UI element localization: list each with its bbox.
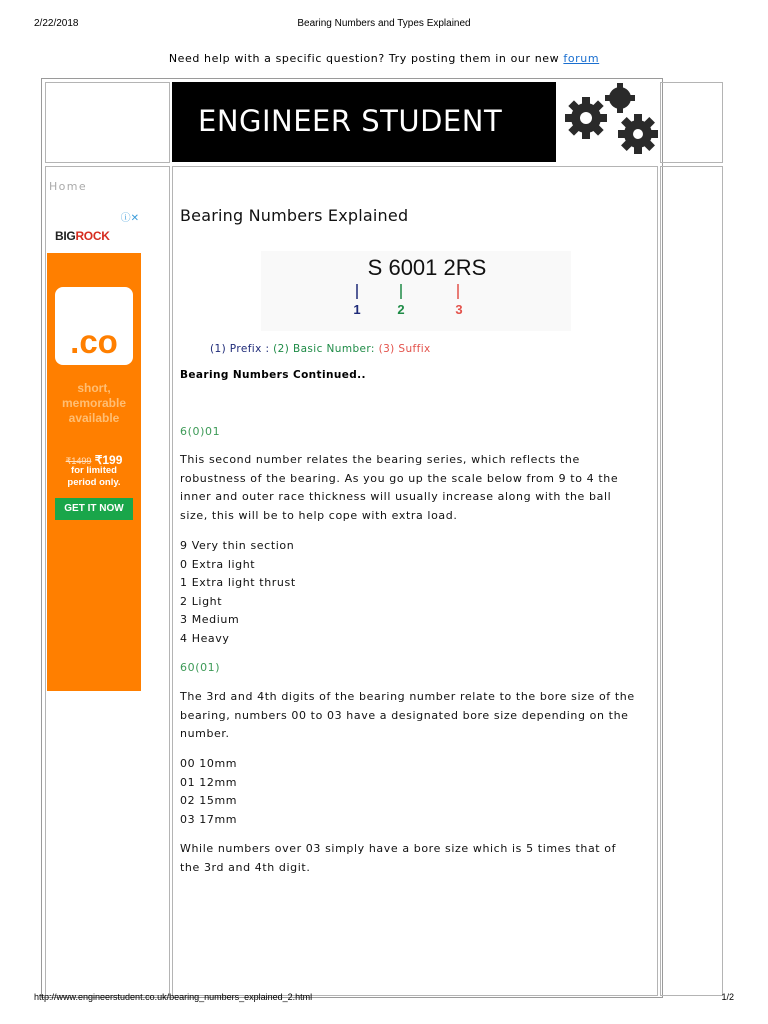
print-url: http://www.engineerstudent.co.uk/bearing_numbers_explained_2.html (34, 992, 313, 1002)
list-item: 0 Extra light (180, 557, 256, 571)
header-left-cell (45, 82, 170, 163)
list-item: 03 17mm (180, 812, 238, 826)
list-item: 00 10mm (180, 757, 238, 770)
section2-code: 60(01) (180, 661, 221, 674)
site-banner[interactable] (172, 82, 556, 162)
diagram-legend (210, 343, 431, 355)
section2-paragraph: The 3rd and 4th digits of the bearing number relate to the bore size of the bearing, numbers 00 to 03 have a designated bore size depending on the number. (180, 690, 635, 741)
closing-paragraph: While numbers over 03 simply have a bore size which is 5 times that of the 3rd and 4th digit. (180, 842, 617, 874)
ad-new-price: ₹199 (94, 453, 123, 467)
ad-brand-logo: BIGROCK (55, 229, 110, 243)
list-item: 02 15mm (180, 794, 238, 808)
ad-banner[interactable] (47, 207, 141, 691)
list-item: 2 Light (180, 594, 223, 608)
article (180, 206, 650, 874)
list-item: 01 12mm (180, 775, 238, 789)
continued-heading: Bearing Numbers Continued.. (180, 369, 366, 381)
section1-code: 6(0)01 (180, 425, 221, 438)
gears-icon (560, 82, 660, 162)
forum-notice (0, 52, 768, 65)
print-page-number: 1/2 (721, 992, 734, 1002)
right-column (660, 166, 723, 996)
ad-tagline-2: memorable (61, 396, 127, 410)
list-item: 9 Very thin section (180, 539, 295, 552)
site-title: ENGINEER STUDENT (198, 104, 503, 138)
legend-prefix: (1) Prefix : (210, 343, 270, 355)
diagram-number: S 6001 2RS (367, 255, 487, 280)
ad-domain-tile (55, 287, 133, 365)
diagram-label-1: 1 (353, 302, 361, 317)
ad-domain-text: .co (70, 323, 118, 360)
legend-basic-number: (2) Basic Number: (273, 343, 375, 355)
forum-link[interactable]: forum (563, 52, 600, 65)
print-date: 2/22/2018 (34, 18, 79, 29)
ad-tagline-1: short, (77, 381, 111, 395)
ad-get-it-now-button[interactable]: GET IT NOW (55, 498, 133, 520)
diagram-label-2: 2 (397, 302, 405, 317)
header-right-cell (660, 82, 723, 163)
ad-tagline-3: available (68, 411, 120, 425)
list-item: 3 Medium (180, 613, 240, 627)
bore-size-list (180, 755, 237, 829)
series-list (180, 537, 296, 649)
list-item: 1 Extra light thrust (180, 576, 296, 590)
bearing-number-diagram (261, 251, 571, 331)
ad-old-price: ₹1499 (65, 456, 92, 466)
forum-notice-text: Need help with a specific question? Try posting them in our new (168, 52, 560, 65)
close-icon[interactable]: ⓘ✕ (120, 213, 139, 224)
ad-limited-offer: for limited period only. (67, 465, 121, 488)
print-header (34, 18, 734, 32)
list-item: 4 Heavy (180, 631, 230, 645)
print-title: Bearing Numbers and Types Explained (297, 18, 471, 29)
ad-header (47, 207, 141, 253)
legend-suffix: (3) Suffix (378, 343, 431, 355)
nav-home-link[interactable]: Home (49, 180, 88, 193)
page-title: Bearing Numbers Explained (180, 206, 409, 225)
diagram-label-3: 3 (455, 302, 463, 317)
section1-paragraph: This second number relates the bearing series, which reflects the robustness of the bearing. As you go up the scale below from 9 to 4 the inner and outer race thickness will usually increase along with the ball size, this will be to help cope with extra load. (180, 453, 619, 522)
